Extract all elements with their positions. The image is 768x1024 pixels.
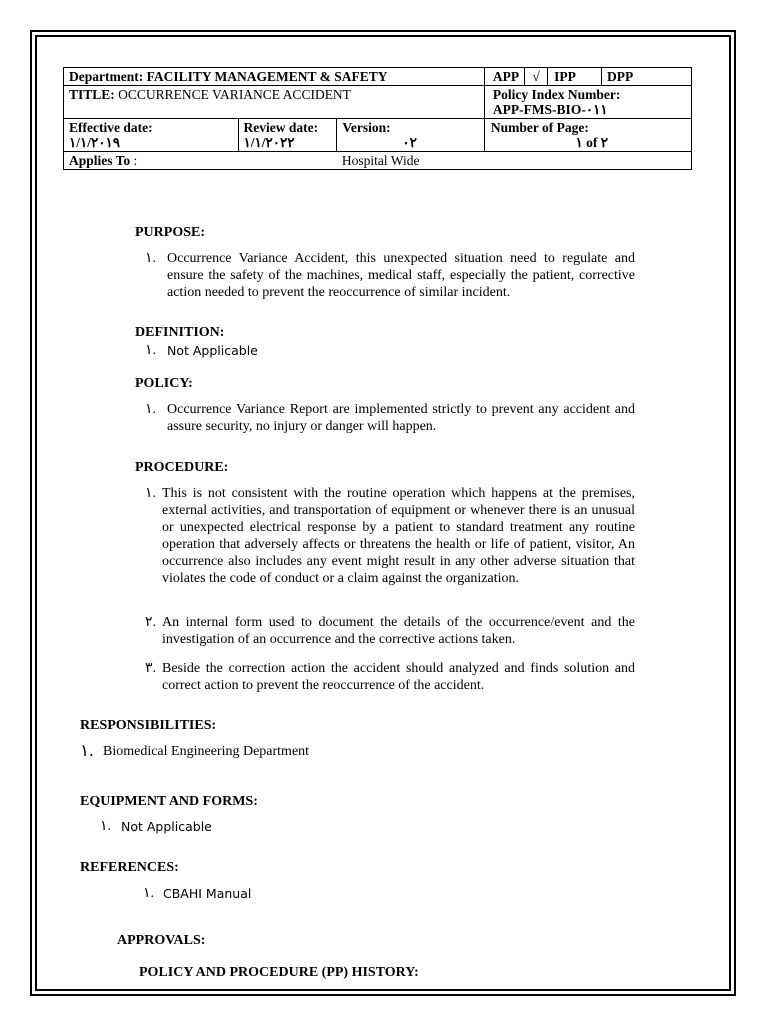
department-value: FACILITY MANAGEMENT & SAFETY xyxy=(146,69,388,84)
procedure-item-number: ٢. xyxy=(145,615,157,630)
app-label: APP xyxy=(492,69,520,84)
procedure-item-text: Beside the correction action the accident should analyzed and finds solution and correct action to prevent the reoccurrence of the accident. xyxy=(162,661,635,693)
applies-to-label: Applies To xyxy=(69,153,131,168)
policy-item-number: ١. xyxy=(145,402,157,417)
title-value: OCCURRENCE VARIANCE ACCIDENT xyxy=(118,87,351,102)
header-row-department xyxy=(64,68,692,86)
procedure-heading: PROCEDURE: xyxy=(135,460,229,475)
procedure-item-number: ٣. xyxy=(145,661,157,676)
pp-history-heading: POLICY AND PROCEDURE (PP) HISTORY: xyxy=(139,965,419,980)
review-date-value: ١/١/٢٠٢٢ xyxy=(243,135,295,150)
definition-item-number: ١. xyxy=(145,343,157,358)
references-item-number: ١. xyxy=(143,886,155,901)
ipp-label: IPP xyxy=(554,69,576,84)
app-checkmark: √ xyxy=(525,68,548,85)
ipp-cell xyxy=(525,68,602,86)
effective-date-label: Effective date: xyxy=(69,120,153,135)
purpose-heading: PURPOSE: xyxy=(135,225,205,240)
responsibilities-item-text: Biomedical Engineering Department xyxy=(103,744,310,759)
header-row-applies xyxy=(64,152,692,170)
references-heading: REFERENCES: xyxy=(80,860,179,875)
department-cell xyxy=(64,68,485,86)
applies-value-cell xyxy=(337,152,692,170)
version-cell xyxy=(337,119,484,152)
policy-index-label: Policy Index Number: xyxy=(492,87,621,102)
page-count-cell xyxy=(484,119,691,152)
policy-index-value: APP-FMS-BIO-٠١١ xyxy=(492,102,608,117)
responsibilities-heading: RESPONSIBILITIES: xyxy=(80,718,217,733)
version-value: ٠٢ xyxy=(402,135,417,150)
equipment-forms-heading: EQUIPMENT AND FORMS: xyxy=(80,794,258,809)
definition-heading: DEFINITION: xyxy=(135,325,225,340)
policy-index-cell xyxy=(484,86,691,119)
effective-date-cell xyxy=(64,119,239,152)
title-label: TITLE: xyxy=(69,87,115,102)
purpose-item-text: Occurrence Variance Accident, this unexpected situation need to regulate and ensure the safety of the machines, medical staff, especially the patient, corrective action needed to prevent the reoccurrence of similar incident. xyxy=(167,251,635,300)
approvals-heading: APPROVALS: xyxy=(117,933,206,948)
version-label: Version: xyxy=(342,120,391,135)
dpp-label: DPP xyxy=(606,69,634,84)
header-row-title xyxy=(64,86,692,119)
procedure-item-text: This is not consistent with the routine operation which happens at the premises, external activities, and transportation of equipment or whenever there is an unusual or unexpected electrical response by a patient to standard treatment any routine operation that adversely affects or threatens the health or life of patient, visitor, An occurrence also includes any event might result in any other adverse situation that violates the code of conduct or a claim against the organization. xyxy=(162,486,635,586)
equipment-item-number: ١. xyxy=(100,819,112,834)
responsibilities-item-number: ١. xyxy=(80,741,94,760)
procedure-item-number: ١. xyxy=(145,486,157,501)
applies-label-cell xyxy=(64,152,337,170)
equipment-item-text: Not Applicable xyxy=(121,819,212,834)
procedure-item-text: An internal form used to document the details of the occurrence/event and the investigation of an occurrence and the corrective actions taken. xyxy=(162,615,635,647)
review-date-cell xyxy=(238,119,337,152)
app-cell xyxy=(484,68,524,86)
header-row-dates xyxy=(64,119,692,152)
policy-header-table xyxy=(63,67,692,170)
department-label: Department: xyxy=(69,69,144,84)
references-item-text: CBAHI Manual xyxy=(163,886,252,901)
definition-item-text: Not Applicable xyxy=(167,343,258,358)
applies-to-value: Hospital Wide xyxy=(341,153,420,168)
policy-item-text: Occurrence Variance Report are implemented strictly to prevent any accident and assure security, no injury or danger will happen. xyxy=(167,402,635,434)
page-count-value: ١ of ٢ xyxy=(575,135,608,150)
dpp-cell xyxy=(601,68,691,86)
review-date-label: Review date: xyxy=(243,120,319,135)
policy-heading: POLICY: xyxy=(135,376,193,391)
page-count-label: Number of Page: xyxy=(490,120,589,135)
purpose-item-number: ١. xyxy=(145,251,157,266)
title-cell xyxy=(64,86,485,119)
effective-date-value: ١/١/٢٠١٩ xyxy=(69,135,121,150)
applies-to-colon: : xyxy=(130,153,138,168)
